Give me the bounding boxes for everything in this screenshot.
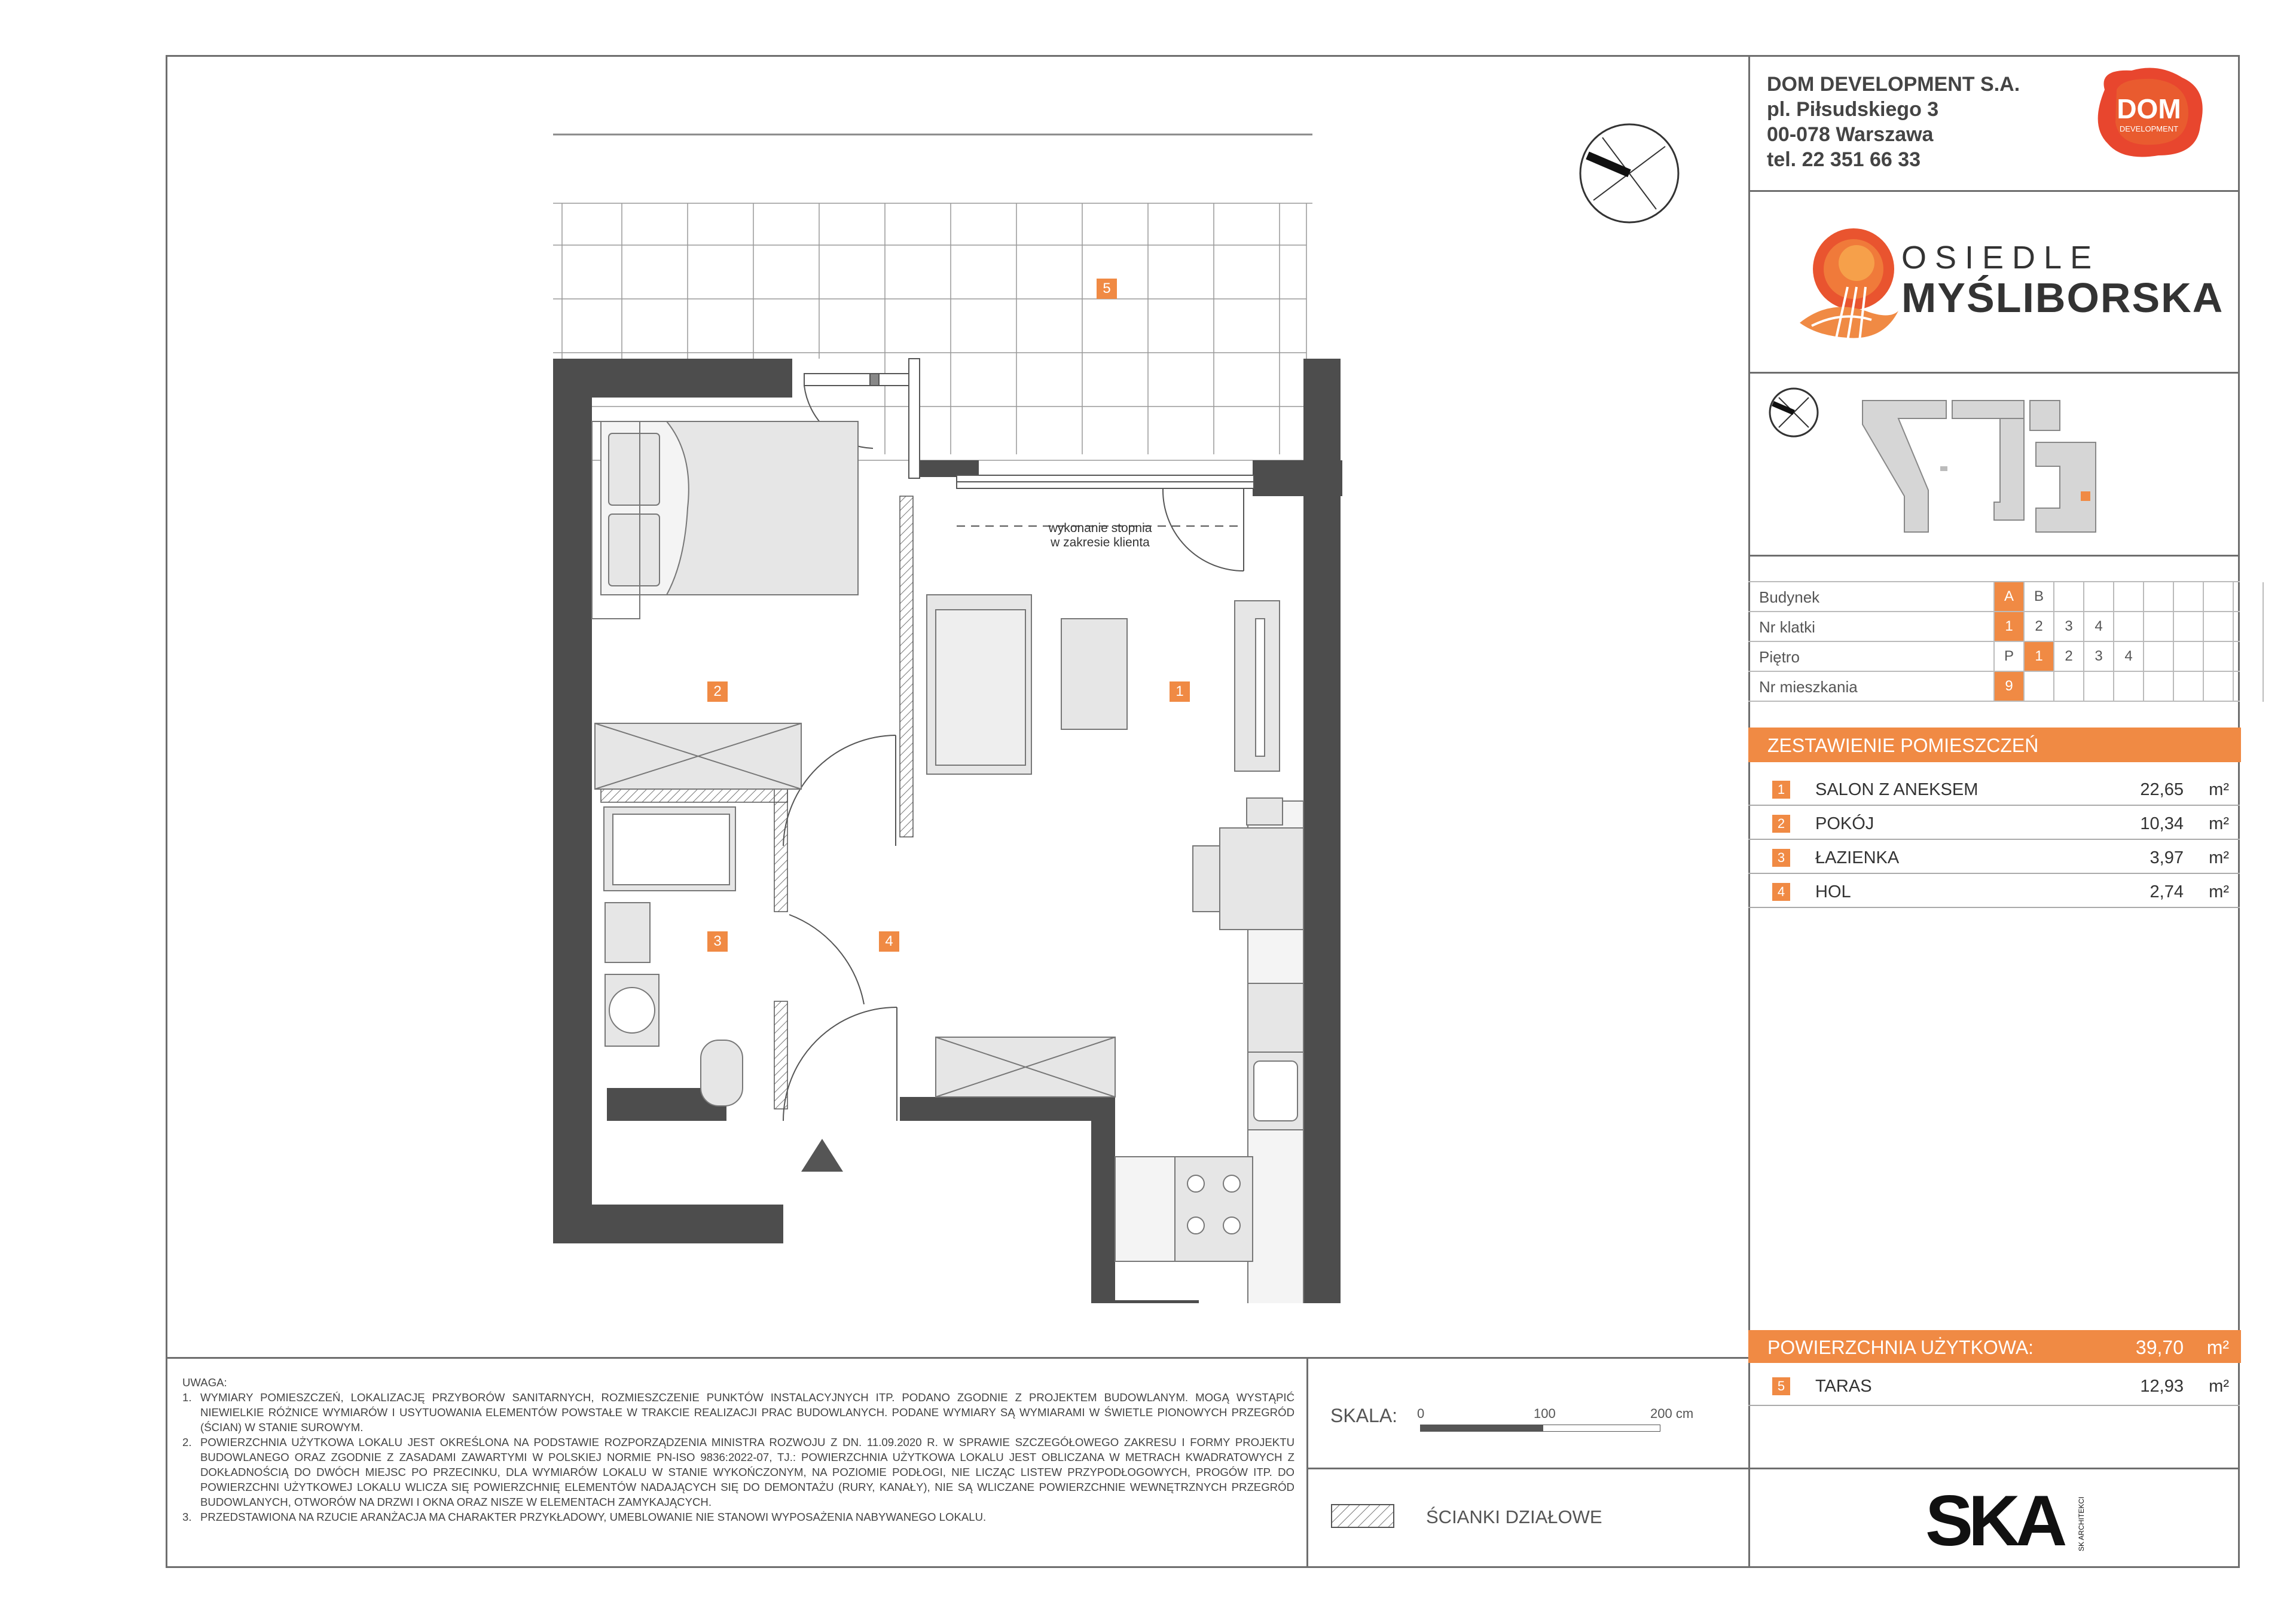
divider-scale-legend [1306, 1468, 1749, 1469]
grid-cell: 4 [2124, 648, 2133, 664]
room-area: 3,97 [2150, 848, 2184, 867]
terrace-num: 5 [1772, 1377, 1790, 1395]
room-name: POKÓJ [1815, 814, 1874, 833]
grid-cell [2234, 582, 2263, 611]
company-name: DOM DEVELOPMENT S.A. [1767, 73, 2020, 96]
room-num: 4 [1772, 883, 1790, 901]
plan-room-2: 2 [707, 681, 728, 702]
grid-cell [2144, 612, 2173, 641]
grid-cell: 1 [2025, 642, 2053, 671]
grid-cell [2204, 672, 2233, 701]
grid-cell [2234, 612, 2263, 641]
note-item-2 [182, 1435, 1294, 1509]
note-item-1 [182, 1390, 1294, 1435]
ska-architect-logo [1925, 1477, 2093, 1557]
divider-project [1748, 372, 2240, 374]
project-name-line1: OSIEDLE [1901, 240, 2100, 276]
grid-col-line [2083, 582, 2084, 702]
terrace-area: 12,93 [2140, 1377, 2184, 1396]
grid-cell [2174, 672, 2203, 701]
room-name: HOL [1815, 882, 1851, 901]
grid-row-label: Nr klatki [1759, 618, 1815, 636]
room-row-line [1748, 907, 2240, 908]
grid-row-label: Budynek [1759, 588, 1820, 606]
partition-legend-swatch [1330, 1503, 1396, 1530]
notes-title: UWAGA: [182, 1376, 227, 1389]
usable-area-label: POWIERZCHNIA UŻYTKOWA: [1767, 1337, 2034, 1358]
scale-label: SKALA: [1330, 1405, 1398, 1426]
grid-cell: 9 [1995, 672, 2023, 701]
divider-notes-scale [1306, 1357, 1308, 1568]
grid-cell: A [1995, 582, 2023, 611]
grid-col-line [2053, 582, 2054, 702]
note-2-num: 2. [182, 1436, 192, 1448]
scale-tick-200: 200 cm [1650, 1406, 1694, 1421]
terrace-row [1748, 1369, 2241, 1402]
grid-col-line [2173, 582, 2174, 702]
divider-company [1748, 190, 2240, 192]
floor-plan [538, 120, 1423, 1303]
room-name: ŁAZIENKA [1815, 848, 1900, 867]
grid-col-line [2263, 582, 2264, 702]
grid-cell [2174, 612, 2203, 641]
grid-cell [2144, 672, 2173, 701]
grid-cell [2054, 582, 2083, 611]
grid-cell [2114, 612, 2143, 641]
grid-col-line [2023, 582, 2025, 702]
grid-cell [2234, 672, 2263, 701]
plan-room-4: 4 [879, 931, 899, 952]
keyplan-compass-icon [1767, 386, 1821, 439]
notes-block [182, 1375, 1294, 1524]
plan-room-1: 1 [1170, 681, 1190, 702]
grid-cell [2144, 642, 2173, 671]
grid-col-line [2203, 582, 2204, 702]
grid-cell: 3 [2065, 618, 2073, 634]
room-row-line [1748, 873, 2240, 874]
grid-cell: B [2034, 588, 2044, 604]
room-unit: m² [2209, 780, 2229, 799]
grid-cell: 4 [2095, 618, 2103, 634]
rooms-header-label: ZESTAWIENIE POMIESZCZEŃ [1767, 735, 2039, 756]
dom-development-logo [2087, 66, 2212, 161]
company-street: pl. Piłsudskiego 3 [1767, 98, 1939, 121]
room-row [1748, 772, 2241, 806]
divider-keyplan [1748, 555, 2240, 557]
room-row-line [1748, 839, 2240, 840]
entrance-marker [801, 1139, 843, 1172]
grid-row-label: Nr mieszkania [1759, 678, 1858, 696]
ska-mark: SKA [1925, 1481, 2063, 1557]
dom-logo-text: DOM [2117, 93, 2181, 124]
plan-room-5: 5 [1097, 279, 1117, 299]
grid-cell: 3 [2095, 648, 2103, 664]
grid-cell [2144, 582, 2173, 611]
room-area: 10,34 [2140, 814, 2184, 833]
project-name-line2: MYŚLIBORSKA [1901, 274, 2224, 321]
grid-cell [2084, 582, 2113, 611]
grid-cell [2204, 582, 2233, 611]
terrace-line [1748, 1405, 2240, 1406]
note-item-3 [182, 1509, 1294, 1524]
room-unit: m² [2209, 814, 2229, 833]
room-unit: m² [2209, 882, 2229, 901]
legend-label: ŚCIANKI DZIAŁOWE [1426, 1506, 1602, 1527]
company-city: 00-078 Warszawa [1767, 123, 1934, 146]
ska-vertical-text: SK ARCHITEKCI [2077, 1496, 2086, 1551]
grid-cell [2234, 642, 2263, 671]
divider-notes [166, 1357, 1750, 1359]
dom-logo-subtext: DEVELOPMENT [2119, 124, 2179, 133]
usable-area-value: 39,70 [2135, 1337, 2184, 1358]
scale-bar-empty [1543, 1425, 1660, 1432]
grid-cell [2204, 642, 2233, 671]
room-area: 22,65 [2140, 780, 2184, 799]
room-num: 3 [1772, 849, 1790, 867]
room-row [1748, 875, 2241, 908]
grid-cell: P [2004, 648, 2014, 664]
scale-tick-100: 100 [1534, 1406, 1556, 1421]
room-row [1748, 840, 2241, 874]
compass-icon [1576, 120, 1683, 227]
room-name: SALON Z ANEKSEM [1815, 780, 1979, 799]
windows [804, 359, 1254, 488]
grid-cell [2174, 582, 2203, 611]
room-unit: m² [2209, 848, 2229, 867]
note-1-num: 1. [182, 1391, 192, 1404]
step-note [1016, 521, 1184, 550]
note-3-text: PRZEDSTAWIONA NA RZUCIE ARANŻACJA MA CHARAKTER PRZYKŁADOWY, UMEBLOWANIE NIE STANOWI WYPOSAŻENIA NABYWANEGO LOKALU. [200, 1511, 987, 1523]
plan-room-3: 3 [707, 931, 728, 952]
note-1-text: WYMIARY POMIESZCZEŃ, LOKALIZACJĘ PRZYBORÓW SANITARNYCH, ROZMIESZCZENIE PUNKTÓW INSTALACYJNYCH ITP. PODANO ZGODNIE Z PROJEKTEM BUDOWLANYM. MOGĄ WYSTĄPIĆ NIEWIELKIE RÓŻNICE WYMIARÓW I USYTUOWANIA ELEMENTÓW POWSTAŁE W TRAKCIE REALIZACJI PRAC BUDOWLANYCH. PODANE WYMIARY SĄ WYMIARAMI W ŚWIETLE PIONOWYCH PRZEGRÓD (ŚCIAN) W STANIE SUROWYM. [200, 1391, 1294, 1434]
grid-cell [2114, 672, 2143, 701]
company-phone: tel. 22 351 66 33 [1767, 148, 1921, 171]
grid-cell [2025, 672, 2053, 701]
terrace-name: TARAS [1815, 1377, 1872, 1396]
grid-col-line [2143, 582, 2144, 702]
grid-cell: 2 [2035, 618, 2043, 634]
grid-col-line [2233, 582, 2234, 702]
grid-cell [2204, 612, 2233, 641]
room-row-line [1748, 805, 2240, 806]
room-row [1748, 806, 2241, 840]
grid-col-line [1993, 582, 1995, 702]
divider-architect [1748, 1468, 2240, 1469]
usable-area-bar [1748, 1330, 2241, 1363]
company-address [1767, 72, 2020, 172]
grid-col-line [2113, 582, 2114, 702]
grid-row-label: Piętro [1759, 648, 1800, 666]
room-num: 2 [1772, 815, 1790, 833]
scale-bar-filled [1420, 1425, 1543, 1432]
furniture [592, 421, 1303, 1303]
step-note-line1: wykonanie stopnia [1048, 521, 1152, 535]
grid-cell: 1 [1995, 612, 2023, 641]
building-keyplan [1851, 389, 2120, 538]
room-num: 1 [1772, 781, 1790, 799]
scale-tick-0: 0 [1417, 1406, 1425, 1421]
grid-cell [2054, 672, 2083, 701]
terrace-unit: m² [2209, 1377, 2229, 1396]
rooms-header [1748, 728, 2241, 762]
note-3-num: 3. [182, 1511, 192, 1523]
grid-cell: 2 [2065, 648, 2073, 664]
usable-area-unit: m² [2206, 1337, 2229, 1358]
terrace-area [553, 135, 1312, 460]
grid-cell [2084, 672, 2113, 701]
room-area: 2,74 [2150, 882, 2184, 901]
grid-cell [2114, 582, 2143, 611]
osiedle-logo-icon [1794, 221, 1901, 347]
grid-cell [2174, 642, 2203, 671]
step-note-line2: w zakresie klienta [1051, 536, 1150, 549]
note-2-text: POWIERZCHNIA UŻYTKOWA LOKALU JEST OKREŚLONA NA PODSTAWIE ROZPORZĄDZENIA MINISTRA ROZWOJU Z DN. 11.09.2020 R. W SPRAWIE SZCZEGÓŁOWEGO ZAKRESU I FORMY PROJEKTU BUDOWLANEGO ORAZ ZGODNIE Z ZASADAMI ZAWARTYMI W POLSKIEJ NORMIE PN-ISO 9836:2022-07, TJ.: POWIERZCHNIA UŻYTKOWA LOKALU JEST OBLICZANA W METRACH KWADRATOWYCH Z DOKŁADNOŚCIĄ DO DWÓCH MIEJSC PO PRZECINKU, DLA WYMIARÓW LOKALU W STANIE WYKOŃCZONYM, NA POZIOMIE PODŁOGI, NIE LICZĄC LISTEW PRZYPODŁOGOWYCH, PROGÓW ITP. DO POWIERZCHNI UŻYTKOWEJ LOKALU WLICZA SIĘ POWIERZCHNIĘ ELEMENTÓW NADAJĄCYCH SIĘ DO DEMONTAŻU (RURY, KANAŁY), NIE SĄ WLICZANE POWIERZCHNIE WEWNĘTRZNYCH PRZEGRÓD BUDOWLANYCH, OTWORÓW NA DRZWI I OKNA ORAZ NISZE W ELEMENTACH ZAMYKAJĄCYCH. [200, 1436, 1294, 1508]
